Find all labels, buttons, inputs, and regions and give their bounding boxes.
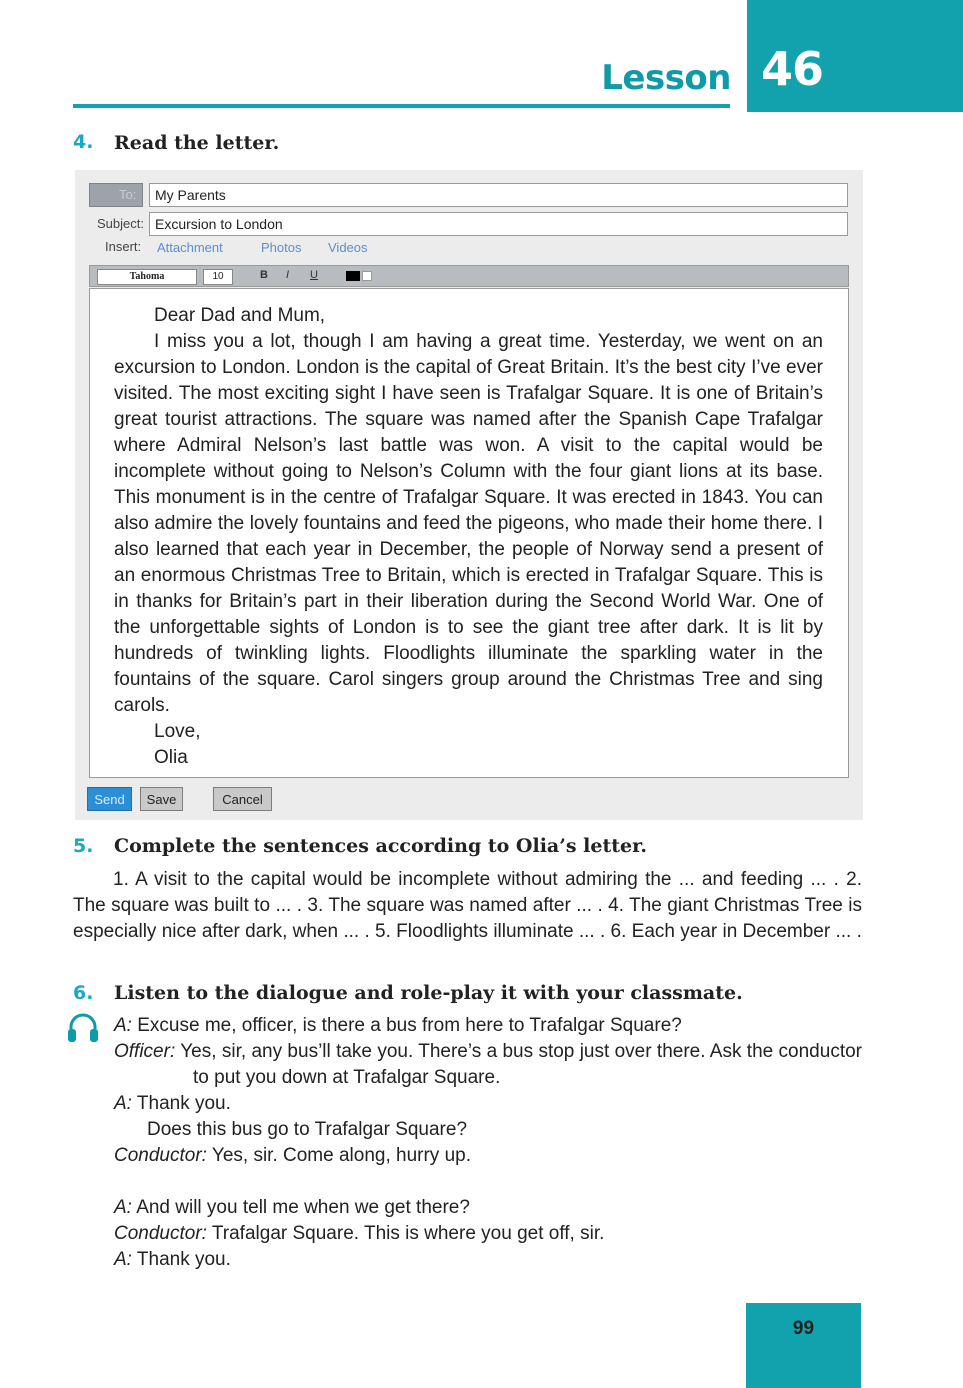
font-size-select[interactable]: 10 bbox=[203, 269, 233, 285]
insert-videos-link[interactable]: Videos bbox=[328, 240, 368, 255]
subject-field[interactable]: Excursion to London bbox=[149, 212, 848, 236]
speaker: A: bbox=[114, 1093, 132, 1114]
dialogue-line bbox=[114, 1013, 862, 1039]
dialogue-text: And will you tell me when we get there? bbox=[136, 1197, 470, 1218]
speaker: A: bbox=[114, 1249, 132, 1270]
task-4-number: 4. bbox=[73, 131, 94, 153]
dialogue-line bbox=[114, 1039, 862, 1091]
speaker: A: bbox=[114, 1197, 132, 1218]
task-5-title: Complete the sentences according to Olia’s letter. bbox=[114, 835, 647, 857]
underline-button[interactable]: U bbox=[310, 269, 318, 281]
task-5-text bbox=[73, 867, 862, 945]
to-label-box bbox=[89, 183, 143, 207]
dialogue-text: Trafalgar Square. This is where you get off, sir. bbox=[211, 1223, 605, 1244]
dialogue-line bbox=[114, 1091, 862, 1117]
insert-label: Insert: bbox=[105, 239, 142, 254]
headphones-icon bbox=[66, 1012, 100, 1044]
subject-label: Subject: bbox=[97, 216, 144, 231]
letter-body: I miss you a lot, though I am having a great time. Yesterday, we went on an excursion to London. London is the capital of Great Britain. It’s the best city I’ve ever visited. The most exciting sight I have seen is Trafalgar Square. It is one of Britain’s great tourist attractions. The square was named after the Spanish Cape Trafalgar where Admiral Nelson’s last battle was won. A visit to the capital would be incomplete without going to Nelson’s Column with the four giant lions at its base. This monument is in the centre of Trafalgar Square. It was erected in 1843. You can also admire the lovely fountains and feed the pigeons, who made their home there. I also learned that each year in December, the people of Norway send a present of an enormous Christmas Tree to Britain, which is erected in Trafalgar Square. This is in thanks for Britain’s part in their liberation during the Second World War. One of the unforgettable sights of London is to see the giant tree after dark. It is lit by hundreds of twinkling lights. Floodlights illuminate the sparkling water in the fountains of the square. Carol singers group around the Christmas Tree and sing carols. bbox=[114, 331, 823, 716]
dialogue-gap bbox=[114, 1169, 862, 1195]
letter-closing: Love, bbox=[154, 721, 201, 742]
dialogue-text: Thank you. bbox=[136, 1249, 231, 1270]
lesson-number: 46 bbox=[761, 42, 824, 96]
task-4-title: Read the letter. bbox=[114, 132, 280, 154]
dialogue-text: Excuse me, officer, is there a bus from here to Trafalgar Square? bbox=[137, 1015, 682, 1036]
letter-signature: Olia bbox=[154, 747, 188, 768]
task-5-number: 5. bbox=[73, 835, 94, 857]
highlight-color-icon[interactable] bbox=[362, 271, 372, 281]
to-field[interactable]: My Parents bbox=[149, 183, 848, 207]
page-number: 99 bbox=[792, 1318, 815, 1339]
dialogue-line bbox=[114, 1221, 862, 1247]
font-select[interactable]: Tahoma bbox=[97, 269, 197, 285]
text-color-icon[interactable] bbox=[346, 271, 360, 281]
letter-text bbox=[114, 303, 823, 771]
formatting-toolbar bbox=[89, 265, 849, 287]
speaker: A: bbox=[114, 1015, 132, 1036]
task-5-sentences: 1. A visit to the capital would be incomplete without admiring the ... and feeding ... . 2. The square was built to ... . 3. The square was named after ... . 4. The giant Christmas Tree is especially nice after dark, when ... . 5. Floodlights illuminate ... . 6. Each year in December ... . bbox=[73, 869, 862, 942]
insert-attachment-link[interactable]: Attachment bbox=[157, 240, 223, 255]
speaker: Officer: bbox=[114, 1041, 176, 1062]
bold-button[interactable]: B bbox=[260, 269, 268, 281]
italic-button[interactable]: I bbox=[286, 269, 290, 281]
header-rule bbox=[73, 104, 730, 108]
save-button[interactable]: Save bbox=[140, 787, 183, 811]
task-6-number: 6. bbox=[73, 982, 94, 1004]
task-6-title: Listen to the dialogue and role-play it with your classmate. bbox=[114, 982, 743, 1004]
dialogue-line bbox=[114, 1143, 862, 1169]
lesson-number-box bbox=[747, 0, 963, 112]
send-button[interactable]: Send bbox=[87, 787, 132, 811]
dialogue-text: Yes, sir, any bus’ll take you. There’s a bus stop just over there. Ask the conductor to put you down at Trafalgar Square. bbox=[180, 1041, 862, 1088]
dialogue-text: Yes, sir. Come along, hurry up. bbox=[211, 1145, 471, 1166]
dialogue-text: Does this bus go to Trafalgar Square? bbox=[147, 1119, 468, 1140]
dialogue-line bbox=[114, 1247, 862, 1273]
lesson-title: Lesson bbox=[601, 58, 731, 98]
speaker: Conductor: bbox=[114, 1145, 207, 1166]
to-label: To: bbox=[119, 187, 137, 202]
dialogue bbox=[114, 1013, 862, 1273]
page-number-box bbox=[746, 1303, 861, 1388]
dialogue-text: Thank you. bbox=[136, 1093, 231, 1114]
insert-photos-link[interactable]: Photos bbox=[261, 240, 302, 255]
letter-greeting: Dear Dad and Mum, bbox=[154, 305, 326, 326]
message-body[interactable] bbox=[89, 288, 849, 778]
dialogue-line bbox=[114, 1195, 862, 1221]
cancel-button[interactable]: Cancel bbox=[213, 787, 272, 811]
speaker: Conductor: bbox=[114, 1223, 207, 1244]
dialogue-line bbox=[114, 1117, 862, 1143]
